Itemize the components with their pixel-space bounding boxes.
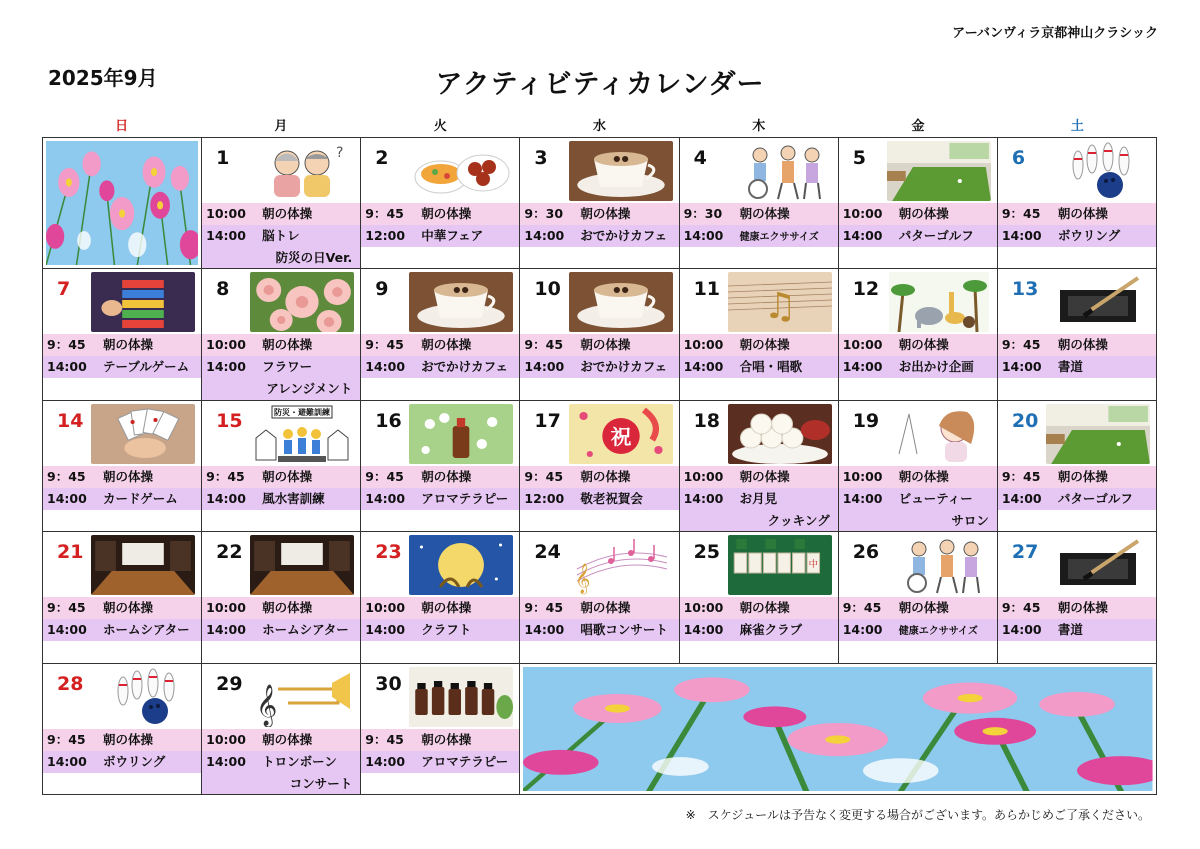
cosmos-flowers-icon: [523, 667, 1153, 791]
zoo-animals-icon: [887, 272, 991, 332]
event-time: 9：45: [1001, 600, 1041, 616]
day-number: 23: [375, 541, 402, 564]
event-name: おでかけカフェ: [580, 359, 668, 375]
event-morning: [998, 466, 1156, 488]
event-time: 9：45: [1001, 206, 1041, 221]
event-afternoon: [520, 488, 678, 510]
event-time: 14:00: [206, 622, 246, 638]
calligraphy-brush-icon: [1046, 272, 1150, 332]
day-number: 27: [1011, 541, 1039, 564]
day-25[interactable]: [680, 532, 839, 663]
event-morning: [361, 334, 519, 356]
event-time: 9：45: [47, 468, 86, 484]
event-afternoon: [998, 488, 1156, 510]
event-morning: [43, 597, 201, 619]
weekday-wednesday: 水: [592, 119, 606, 134]
event-afternoon: [43, 619, 201, 641]
event-time: 14:00: [47, 359, 87, 375]
event-afternoon: [43, 356, 201, 378]
event-name: 朝の体操: [103, 468, 154, 484]
day-29[interactable]: [202, 664, 361, 795]
event-afternoon: [361, 751, 519, 773]
event-time: 14:00: [842, 359, 883, 375]
day-number: 4: [693, 147, 707, 169]
block-tower-game-icon: [91, 272, 195, 332]
day-number: 10: [534, 278, 561, 301]
event-name: アロマテラピー: [421, 753, 509, 769]
day-number: 3: [534, 147, 548, 169]
event-time: 14:00: [1001, 490, 1042, 506]
schedule-footnote: ※ スケジュールは予告なく変更する場合がございます。あらかじめご了承ください。: [685, 808, 1150, 822]
weekday-friday: 金: [911, 119, 925, 134]
event-name: 合唱・唱歌: [739, 359, 803, 375]
day-number: 15: [216, 409, 243, 432]
day-21[interactable]: [43, 532, 202, 663]
event-time: 14:00: [47, 753, 87, 769]
event-name: 朝の体操: [580, 468, 631, 484]
event-name: 麻雀クラブ: [739, 622, 803, 638]
event-time: 14:00: [683, 622, 724, 638]
event-morning: [361, 466, 519, 488]
day-number: 22: [216, 541, 243, 564]
event-name: おでかけカフェ: [580, 228, 668, 243]
event-time: 9：45: [365, 731, 404, 747]
event-morning: [680, 334, 838, 356]
day-number: 25: [693, 541, 721, 564]
event-time: 14:00: [683, 490, 724, 506]
event-time: 9：45: [206, 468, 245, 484]
event-name: 中華フェア: [421, 228, 484, 243]
event-time: 9：45: [47, 600, 86, 616]
event-time: 12:00: [365, 228, 406, 243]
event-morning: [680, 597, 838, 619]
event-time: 9：30: [683, 206, 723, 221]
day-number: 9: [375, 278, 389, 301]
event-name: 朝の体操: [898, 206, 949, 221]
weekday-header: [42, 115, 1157, 134]
day-number: 12: [852, 278, 880, 301]
day-28[interactable]: [43, 664, 202, 795]
bowling-icon: [91, 667, 195, 727]
weekday-saturday: 土: [1070, 119, 1084, 134]
roses-icon: [250, 272, 354, 332]
coffee-cup-icon: [409, 272, 513, 332]
event-name: 朝の体操: [898, 337, 949, 353]
putting-green-icon: [887, 141, 991, 201]
event-morning: [839, 203, 997, 225]
event-time: 9：45: [524, 337, 564, 353]
event-name: アロマテラピー: [421, 490, 509, 506]
event-time: 9：45: [365, 206, 404, 221]
event-name: 朝の体操: [898, 600, 949, 616]
event-name: お出かけ企画: [898, 359, 974, 375]
event-name: トロンボーン: [262, 753, 337, 769]
event-name: 敬老祝賀会: [580, 490, 643, 506]
event-afternoon: [520, 225, 678, 247]
day-16[interactable]: [361, 401, 520, 532]
event-name: 朝の体操: [262, 468, 313, 484]
moon-dumplings-icon: [728, 404, 832, 464]
day-number: 21: [57, 541, 84, 564]
aroma-flowers-icon: [409, 404, 513, 464]
event-subtitle: サロン: [839, 510, 997, 532]
event-afternoon: [202, 488, 360, 510]
event-name: ボウリング: [103, 753, 166, 769]
event-name: 朝の体操: [421, 468, 472, 484]
event-name: 朝の体操: [1057, 337, 1108, 353]
event-afternoon: [998, 619, 1156, 641]
event-time: 10:00: [683, 468, 724, 484]
event-name: 朝の体操: [421, 731, 472, 747]
event-time: 14:00: [1001, 228, 1042, 243]
event-morning: [998, 203, 1156, 225]
day-1[interactable]: [202, 138, 361, 269]
event-afternoon: [680, 619, 838, 641]
event-afternoon: [680, 488, 838, 510]
event-name: 唱歌コンサート: [580, 622, 668, 638]
day-27[interactable]: [998, 532, 1157, 663]
coffee-cup-icon: [569, 141, 673, 201]
day-number: 19: [852, 409, 880, 432]
day-number: 26: [852, 541, 880, 564]
event-name: お月見: [739, 490, 778, 506]
event-name: 書道: [1057, 359, 1083, 375]
day-22[interactable]: [202, 532, 361, 663]
calendar-grid: [42, 137, 1157, 795]
day-number: 6: [1011, 147, 1026, 169]
calendar-cell-banner: [520, 664, 1157, 795]
event-afternoon: [202, 225, 360, 247]
event-time: 14:00: [1001, 622, 1042, 638]
event-morning: [202, 334, 360, 356]
event-time: 14:00: [365, 622, 406, 638]
event-morning: [839, 597, 997, 619]
music-staff-icon: [569, 535, 673, 595]
event-afternoon: [839, 488, 997, 510]
event-time: 14:00: [365, 753, 406, 769]
music-note-icon: [728, 272, 832, 332]
event-name: ビューティー: [898, 490, 973, 506]
event-time: 12:00: [524, 490, 565, 506]
cosmos-flowers-icon: [46, 141, 198, 265]
event-afternoon: [998, 356, 1156, 378]
event-afternoon: [202, 356, 360, 378]
day-5[interactable]: [839, 138, 998, 269]
event-name: 朝の体操: [739, 337, 790, 353]
event-subtitle: アレンジメント: [202, 378, 360, 400]
event-name: 朝の体操: [421, 337, 472, 353]
event-time: 10:00: [842, 337, 883, 353]
day-number: 24: [534, 541, 561, 564]
day-2[interactable]: [361, 138, 520, 269]
event-time: 14:00: [206, 359, 246, 375]
facility-name: アーバンヴィラ京都神山クラシック: [952, 26, 1158, 41]
event-name: 健康エクササイズ: [898, 626, 978, 638]
day-9[interactable]: [361, 269, 520, 400]
event-time: 14:00: [842, 622, 883, 638]
day-12[interactable]: [839, 269, 998, 400]
day-26[interactable]: [839, 532, 998, 663]
event-name: 朝の体操: [103, 600, 154, 616]
event-morning: [520, 203, 678, 225]
event-morning: [361, 729, 519, 751]
event-subtitle: 防災の日Ver.: [202, 247, 360, 269]
event-name: 朝の体操: [421, 206, 472, 221]
day-7[interactable]: [43, 269, 202, 400]
day-14[interactable]: [43, 401, 202, 532]
event-time: 9：45: [1001, 468, 1041, 484]
event-afternoon: [361, 488, 519, 510]
event-morning: [43, 729, 201, 751]
event-name: ボウリング: [1057, 228, 1121, 243]
event-name: クラフト: [421, 622, 472, 638]
event-time: 9：45: [47, 731, 86, 747]
day-number: 7: [57, 278, 71, 301]
day-number: 16: [375, 409, 402, 432]
event-name: カードゲーム: [103, 490, 178, 506]
event-morning: [998, 597, 1156, 619]
event-morning: [680, 466, 838, 488]
event-time: 9：45: [842, 600, 882, 616]
event-name: 朝の体操: [1057, 468, 1108, 484]
trombone-icon: [250, 667, 354, 727]
event-time: 14:00: [524, 359, 565, 375]
event-time: 14:00: [683, 359, 724, 375]
event-morning: [520, 334, 678, 356]
day-13[interactable]: [998, 269, 1157, 400]
beauty-woman-icon: [887, 404, 991, 464]
coffee-cup-icon: [569, 272, 673, 332]
weekday-tuesday: 火: [433, 119, 447, 134]
event-subtitle: クッキング: [680, 510, 838, 532]
mahjong-tiles-icon: [728, 535, 832, 595]
event-time: 9：45: [365, 337, 404, 353]
event-name: 脳トレ: [262, 228, 300, 243]
event-afternoon: [839, 356, 997, 378]
event-time: 10:00: [206, 337, 246, 353]
event-name: 朝の体操: [739, 600, 790, 616]
home-theater-icon: [250, 535, 354, 595]
event-name: ホームシアター: [103, 622, 190, 638]
home-theater-icon: [91, 535, 195, 595]
event-name: パターゴルフ: [1057, 490, 1133, 506]
event-name: 朝の体操: [103, 337, 154, 353]
event-afternoon: [361, 356, 519, 378]
event-time: 14:00: [1001, 359, 1042, 375]
event-name: 朝の体操: [580, 600, 631, 616]
bowling-icon: [1046, 141, 1150, 201]
event-afternoon: [839, 619, 997, 641]
event-time: 14:00: [842, 228, 883, 243]
chinese-food-icon: [409, 141, 513, 201]
day-number: 5: [852, 147, 866, 169]
celebration-icon: [569, 404, 673, 464]
event-time: 14:00: [683, 228, 724, 243]
event-morning: [839, 466, 997, 488]
aroma-bottles-icon: [409, 667, 513, 727]
event-time: 9：45: [524, 468, 564, 484]
event-name: 朝の体操: [580, 337, 631, 353]
day-4[interactable]: [680, 138, 839, 269]
event-morning: [361, 597, 519, 619]
event-morning: [202, 597, 360, 619]
event-name: 朝の体操: [262, 600, 313, 616]
event-time: 10:00: [683, 600, 724, 616]
event-afternoon: [680, 356, 838, 378]
event-afternoon: [520, 619, 678, 641]
event-time: 9：45: [1001, 337, 1041, 353]
day-11[interactable]: [680, 269, 839, 400]
elderly-couple-icon: [250, 141, 354, 201]
event-time: 9：30: [524, 206, 564, 221]
event-name: 健康エクササイズ: [739, 232, 819, 243]
event-subtitle: コンサート: [202, 773, 360, 795]
day-number: 11: [693, 278, 721, 301]
event-time: 9：45: [524, 600, 564, 616]
event-time: 14:00: [365, 359, 406, 375]
weekday-monday: 月: [274, 119, 288, 134]
weekday-sunday: 日: [115, 119, 129, 134]
event-name: 朝の体操: [739, 468, 790, 484]
day-3[interactable]: [520, 138, 679, 269]
day-18[interactable]: [680, 401, 839, 532]
event-afternoon: [680, 225, 838, 247]
day-number: 20: [1011, 409, 1039, 432]
event-name: 朝の体操: [262, 337, 313, 353]
day-6[interactable]: [998, 138, 1157, 269]
event-time: 10:00: [683, 337, 724, 353]
event-afternoon: [520, 356, 678, 378]
day-number: 2: [375, 147, 389, 169]
event-time: 10:00: [842, 206, 883, 221]
day-15[interactable]: [202, 401, 361, 532]
event-time: 9：45: [365, 468, 404, 484]
event-name: フラワー: [262, 359, 313, 375]
disaster-drill-icon: [250, 404, 354, 464]
seniors-exercise-icon: [887, 535, 991, 595]
event-name: パターゴルフ: [898, 228, 974, 243]
event-time: 14:00: [842, 490, 883, 506]
event-afternoon: [202, 619, 360, 641]
day-number: 29: [216, 672, 243, 695]
event-time: 14:00: [365, 490, 406, 506]
weekday-thursday: 木: [752, 119, 766, 134]
day-8[interactable]: [202, 269, 361, 400]
day-number: 8: [216, 278, 230, 301]
event-morning: [520, 597, 678, 619]
event-name: 朝の体操: [103, 731, 154, 747]
event-name: おでかけカフェ: [421, 359, 509, 375]
event-morning: [202, 466, 360, 488]
event-morning: [680, 203, 838, 225]
day-number: 17: [534, 409, 561, 432]
event-afternoon: [43, 488, 201, 510]
event-time: 14:00: [206, 490, 246, 506]
event-name: 書道: [1057, 622, 1083, 638]
full-moon-icon: [409, 535, 513, 595]
event-time: 10:00: [206, 731, 246, 747]
event-time: 14:00: [47, 490, 87, 506]
event-name: 朝の体操: [739, 206, 790, 221]
event-time: 14:00: [206, 753, 246, 769]
event-afternoon: [839, 225, 997, 247]
playing-cards-icon: [91, 404, 195, 464]
event-name: 朝の体操: [1057, 600, 1108, 616]
calendar-cell-decor: [43, 138, 202, 269]
event-time: 10:00: [206, 206, 246, 221]
event-time: 14:00: [524, 228, 565, 243]
event-afternoon: [361, 619, 519, 641]
event-name: 朝の体操: [580, 206, 631, 221]
event-afternoon: [43, 751, 201, 773]
event-name: ホームシアター: [262, 622, 349, 638]
day-number: 14: [57, 409, 84, 432]
event-name: 風水害訓練: [262, 490, 325, 506]
event-name: テーブルゲーム: [103, 359, 190, 375]
event-name: 朝の体操: [1057, 206, 1108, 221]
day-number: 28: [57, 672, 84, 695]
day-number: 1: [216, 147, 230, 169]
event-time: 14:00: [47, 622, 87, 638]
day-30[interactable]: [361, 664, 520, 795]
event-time: 10:00: [842, 468, 883, 484]
event-morning: [361, 203, 519, 225]
day-17[interactable]: [520, 401, 679, 532]
event-afternoon: [998, 225, 1156, 247]
day-10[interactable]: [520, 269, 679, 400]
day-19[interactable]: [839, 401, 998, 532]
event-morning: [43, 466, 201, 488]
event-morning: [202, 203, 360, 225]
event-morning: [998, 334, 1156, 356]
day-number: 13: [1011, 278, 1039, 301]
event-morning: [43, 334, 201, 356]
event-morning: [520, 466, 678, 488]
day-23[interactable]: [361, 532, 520, 663]
event-time: 9：45: [47, 337, 86, 353]
calligraphy-brush-icon: [1046, 535, 1150, 595]
event-time: 10:00: [365, 600, 406, 616]
day-24[interactable]: [520, 532, 679, 663]
event-morning: [202, 729, 360, 751]
day-number: 18: [693, 409, 721, 432]
event-time: 10:00: [206, 600, 246, 616]
event-afternoon: [202, 751, 360, 773]
event-morning: [839, 334, 997, 356]
event-time: 14:00: [524, 622, 565, 638]
putting-green-icon: [1046, 404, 1150, 464]
event-name: 朝の体操: [262, 731, 313, 747]
event-afternoon: [361, 225, 519, 247]
seniors-exercise-icon: [728, 141, 832, 201]
month-label: 2025年9月: [48, 66, 158, 90]
day-number: 30: [375, 672, 402, 695]
event-name: 朝の体操: [898, 468, 949, 484]
event-time: 14:00: [206, 228, 246, 243]
day-20[interactable]: [998, 401, 1157, 532]
event-name: 朝の体操: [421, 600, 472, 616]
event-name: 朝の体操: [262, 206, 313, 221]
calendar-title: アクティビティカレンダー: [435, 69, 765, 100]
